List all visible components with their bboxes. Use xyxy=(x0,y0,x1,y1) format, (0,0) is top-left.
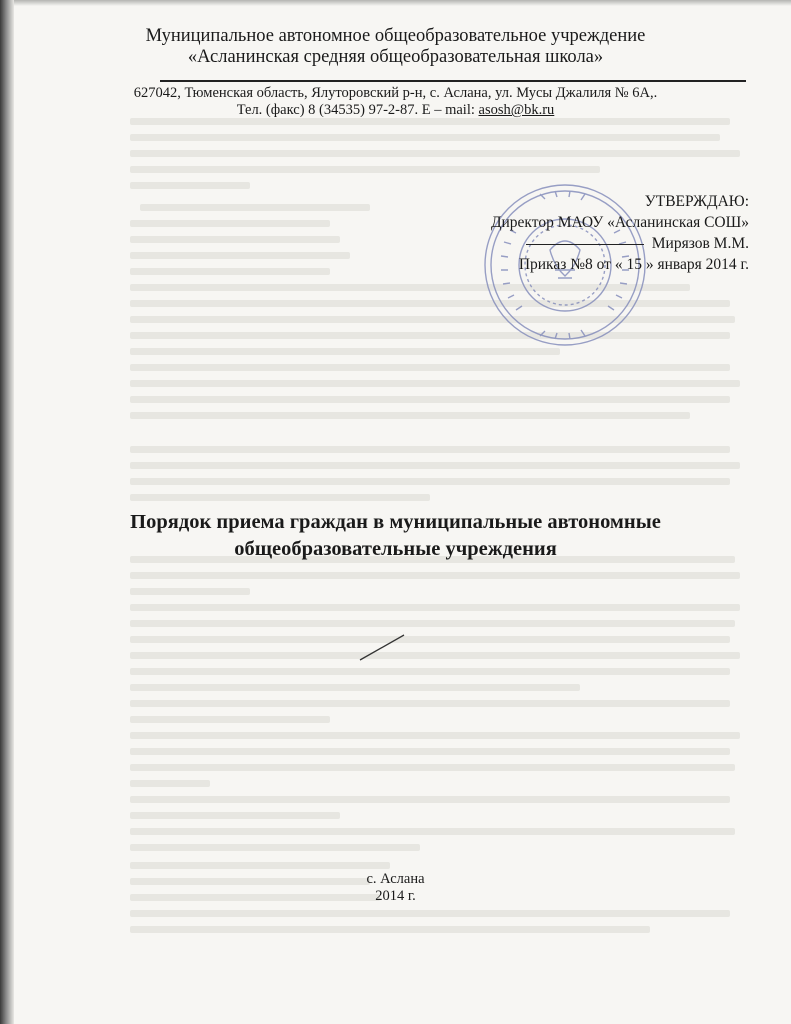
approval-order: Приказ №8 от « 15 » января 2014 г. xyxy=(518,256,749,273)
document-year: 2014 г. xyxy=(375,888,416,904)
approval-block xyxy=(389,191,749,275)
email-link[interactable]: asosh@bk.ru xyxy=(478,102,555,118)
director-name: Мирязов М.М. xyxy=(651,235,749,252)
director-position: Директор МАОУ «Асланинская СОШ» xyxy=(490,214,749,231)
letterhead-divider xyxy=(160,80,746,82)
postal-address: 627042, Тюменская область, Ялуторовский р-н, с. Аслана, ул. Мусы Джалиля № 6А,. xyxy=(133,85,658,101)
letterhead xyxy=(0,26,791,68)
pen-mark xyxy=(358,632,408,667)
title-line-2: общеобразовательные учреждения xyxy=(234,538,557,560)
signature-line xyxy=(389,233,749,254)
approval-heading: УТВЕРЖДАЮ: xyxy=(644,193,749,210)
phone-email-line xyxy=(0,102,791,119)
document-title xyxy=(0,509,791,563)
title-line-1: Порядок приема граждан в муниципальные автономные xyxy=(130,511,661,533)
document-footer xyxy=(0,871,791,905)
letterhead-contacts xyxy=(0,85,791,119)
place-name: с. Аслана xyxy=(366,871,425,887)
signature-placeholder xyxy=(526,244,644,245)
phone-fax: Тел. (факс) 8 (34535) 97-2-87. E – mail: xyxy=(236,102,479,118)
school-name: «Асланинская средняя общеобразовательная школа» xyxy=(187,47,604,67)
organization-name: Муниципальное автономное общеобразовательное учреждение xyxy=(145,26,646,46)
